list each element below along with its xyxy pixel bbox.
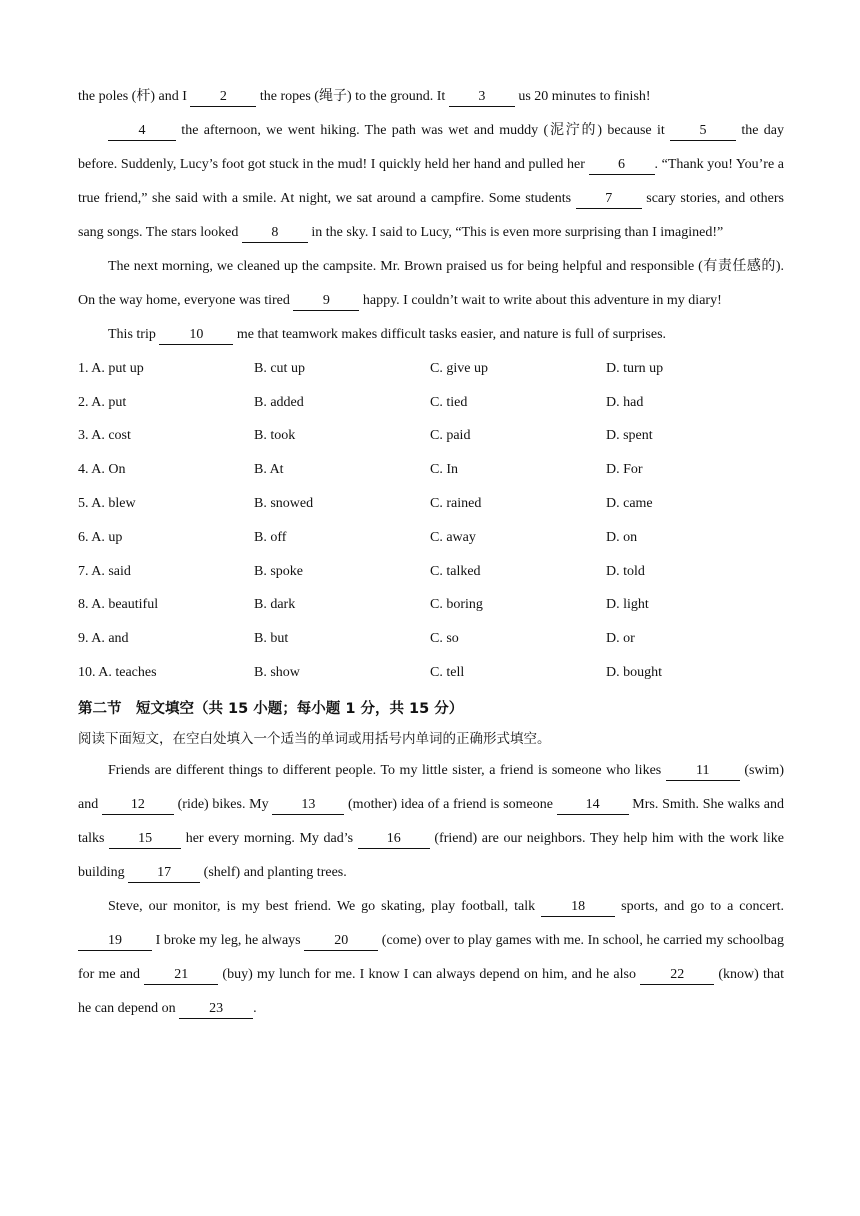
blank-21[interactable]: 21 xyxy=(144,966,218,985)
text: Friends are different things to different people. To my little sister, a friend is someone who likes xyxy=(108,762,666,778)
option-3-d[interactable]: D. spent xyxy=(606,428,653,444)
blank-7[interactable]: 7 xyxy=(576,190,642,209)
blank-11[interactable]: 11 xyxy=(666,762,740,781)
option-10-d[interactable]: D. bought xyxy=(606,665,662,681)
text: (come) over to play games with me. In school, he carried my schoolbag for me and xyxy=(78,932,784,982)
text: in the sky. I said to Lucy, “This is even more surprising than I imagined!” xyxy=(307,225,724,240)
text: (shelf) and planting trees. xyxy=(200,864,347,880)
option-4-a[interactable]: 4. A. On xyxy=(78,462,126,478)
text: I broke my leg, he always xyxy=(152,932,305,948)
text: (know) that he can depend on xyxy=(78,966,785,1016)
option-2-a[interactable]: 2. A. put xyxy=(78,394,127,410)
option-2-b[interactable]: B. added xyxy=(254,394,304,410)
text: (swim) and xyxy=(78,762,784,812)
document-page xyxy=(78,80,784,1026)
option-9-d[interactable]: D. or xyxy=(606,631,635,647)
text: The next morning, we cleaned up the campsite. Mr. Brown praised us for being helpful and responsible (有责任感的). On the way home, everyone was tired xyxy=(78,259,784,308)
text: happy. I couldn’t wait to write about this adventure in my diary! xyxy=(359,293,722,308)
text: This trip xyxy=(108,327,160,342)
option-6-b[interactable]: B. off xyxy=(254,529,287,545)
option-6-d[interactable]: D. on xyxy=(606,529,638,545)
option-6-c[interactable]: C. away xyxy=(430,529,476,545)
blank-10[interactable]: 10 xyxy=(159,326,233,345)
option-9-c[interactable]: C. so xyxy=(430,631,459,647)
option-1-c[interactable]: C. give up xyxy=(430,360,488,376)
option-8-d[interactable]: D. light xyxy=(606,597,649,613)
text: (friend) are our neighbors. They help him with the work like building xyxy=(78,830,784,880)
passage1-paragraph-0 xyxy=(78,80,784,114)
option-5-d[interactable]: D. came xyxy=(606,496,653,512)
text: me that teamwork makes difficult tasks easier, and nature is full of surprises. xyxy=(233,327,667,342)
passage2-paragraph-1 xyxy=(78,754,784,890)
blank-22[interactable]: 22 xyxy=(640,966,714,985)
option-2-d[interactable]: D. had xyxy=(606,394,644,410)
blank-14[interactable]: 14 xyxy=(557,796,629,815)
option-6-a[interactable]: 6. A. up xyxy=(78,529,123,545)
option-7-b[interactable]: B. spoke xyxy=(254,563,303,579)
option-10-c[interactable]: C. tell xyxy=(430,665,465,681)
option-row-7 xyxy=(78,555,784,589)
passage2-paragraph-2 xyxy=(78,890,784,1026)
text: her every morning. My dad’s xyxy=(181,830,358,846)
option-row-4 xyxy=(78,453,784,487)
option-9-a[interactable]: 9. A. and xyxy=(78,631,129,647)
option-1-d[interactable]: D. turn up xyxy=(606,360,664,376)
blank-17[interactable]: 17 xyxy=(128,864,200,883)
option-4-d[interactable]: D. For xyxy=(606,462,643,478)
option-7-c[interactable]: C. talked xyxy=(430,563,481,579)
option-1-a[interactable]: 1. A. put up xyxy=(78,360,144,376)
option-10-b[interactable]: B. show xyxy=(254,665,300,681)
blank-4[interactable]: 4 xyxy=(108,122,176,141)
text: scary stories, and others sang songs. The stars looked xyxy=(78,191,784,240)
passage1-paragraph-2 xyxy=(78,250,784,318)
option-8-b[interactable]: B. dark xyxy=(254,597,296,613)
passage1-paragraph-1 xyxy=(78,114,784,250)
blank-9[interactable]: 9 xyxy=(293,292,359,311)
option-3-c[interactable]: C. paid xyxy=(430,428,471,444)
text: (ride) bikes. My xyxy=(173,796,273,812)
blank-18[interactable]: 18 xyxy=(541,898,615,917)
blank-19[interactable]: 19 xyxy=(78,932,152,951)
option-10-a[interactable]: 10. A. teaches xyxy=(78,665,157,681)
blank-3[interactable]: 3 xyxy=(449,88,515,107)
text: the poles (杆) and I xyxy=(78,89,191,104)
option-7-d[interactable]: D. told xyxy=(606,563,645,579)
text: the afternoon, we went hiking. The path was wet and muddy (泥泞的) because it xyxy=(176,123,671,138)
blank-13[interactable]: 13 xyxy=(272,796,344,815)
blank-8[interactable]: 8 xyxy=(242,224,308,243)
option-4-b[interactable]: B. At xyxy=(254,462,284,478)
text: the ropes (绳子) to the ground. It xyxy=(256,89,449,104)
text: (buy) my lunch for me. I know I can always depend on him, and he also xyxy=(218,966,641,982)
blank-12[interactable]: 12 xyxy=(102,796,174,815)
option-7-a[interactable]: 7. A. said xyxy=(78,563,131,579)
option-9-b[interactable]: B. but xyxy=(254,631,289,647)
text: Steve, our monitor, is my best friend. We go skating, play football, talk xyxy=(108,898,542,914)
option-row-3 xyxy=(78,420,784,454)
option-3-a[interactable]: 3. A. cost xyxy=(78,428,131,444)
blank-6[interactable]: 6 xyxy=(589,156,655,175)
option-8-c[interactable]: C. boring xyxy=(430,597,483,613)
blank-20[interactable]: 20 xyxy=(304,932,378,951)
text: . “Thank you! You’re a true friend,” she said with a smile. At night, we sat around a campfire. Some students xyxy=(78,157,784,206)
option-1-b[interactable]: B. cut up xyxy=(254,360,305,376)
text: us 20 minutes to finish! xyxy=(514,89,651,104)
blank-5[interactable]: 5 xyxy=(670,122,736,141)
blank-2[interactable]: 2 xyxy=(190,88,256,107)
blank-15[interactable]: 15 xyxy=(109,830,181,849)
option-5-c[interactable]: C. rained xyxy=(430,496,482,512)
answer-options xyxy=(78,352,784,690)
option-row-9 xyxy=(78,622,784,656)
option-3-b[interactable]: B. took xyxy=(254,428,296,444)
option-row-8 xyxy=(78,589,784,623)
section-instruction: 阅读下面短文，在空白处填入一个适当的单词或用括号内单词的正确形式填空。 xyxy=(78,730,551,747)
text: (mother) idea of a friend is someone xyxy=(344,796,557,812)
text: . xyxy=(253,1000,257,1016)
option-row-1 xyxy=(78,352,784,386)
blank-16[interactable]: 16 xyxy=(358,830,430,849)
option-row-6 xyxy=(78,521,784,555)
option-5-a[interactable]: 5. A. blew xyxy=(78,496,136,512)
text: sports, and go to a concert. xyxy=(615,898,784,914)
section-title: 第二节 短文填空（共 15 小题；每小题 1 分，共 15 分） xyxy=(78,700,464,717)
text: the day before. Suddenly, Lucy’s foot got stuck in the mud! I quickly held her hand and pulled her xyxy=(78,123,784,172)
option-8-a[interactable]: 8. A. beautiful xyxy=(78,597,159,613)
option-row-2 xyxy=(78,386,784,420)
option-4-c[interactable]: C. In xyxy=(430,462,458,478)
option-row-10 xyxy=(78,656,784,690)
option-5-b[interactable]: B. snowed xyxy=(254,496,314,512)
option-2-c[interactable]: C. tied xyxy=(430,394,468,410)
text: Mrs. Smith. She walks and talks xyxy=(78,796,784,846)
blank-23[interactable]: 23 xyxy=(179,1000,253,1019)
option-row-5 xyxy=(78,487,784,521)
passage1-paragraph-3 xyxy=(78,318,784,352)
